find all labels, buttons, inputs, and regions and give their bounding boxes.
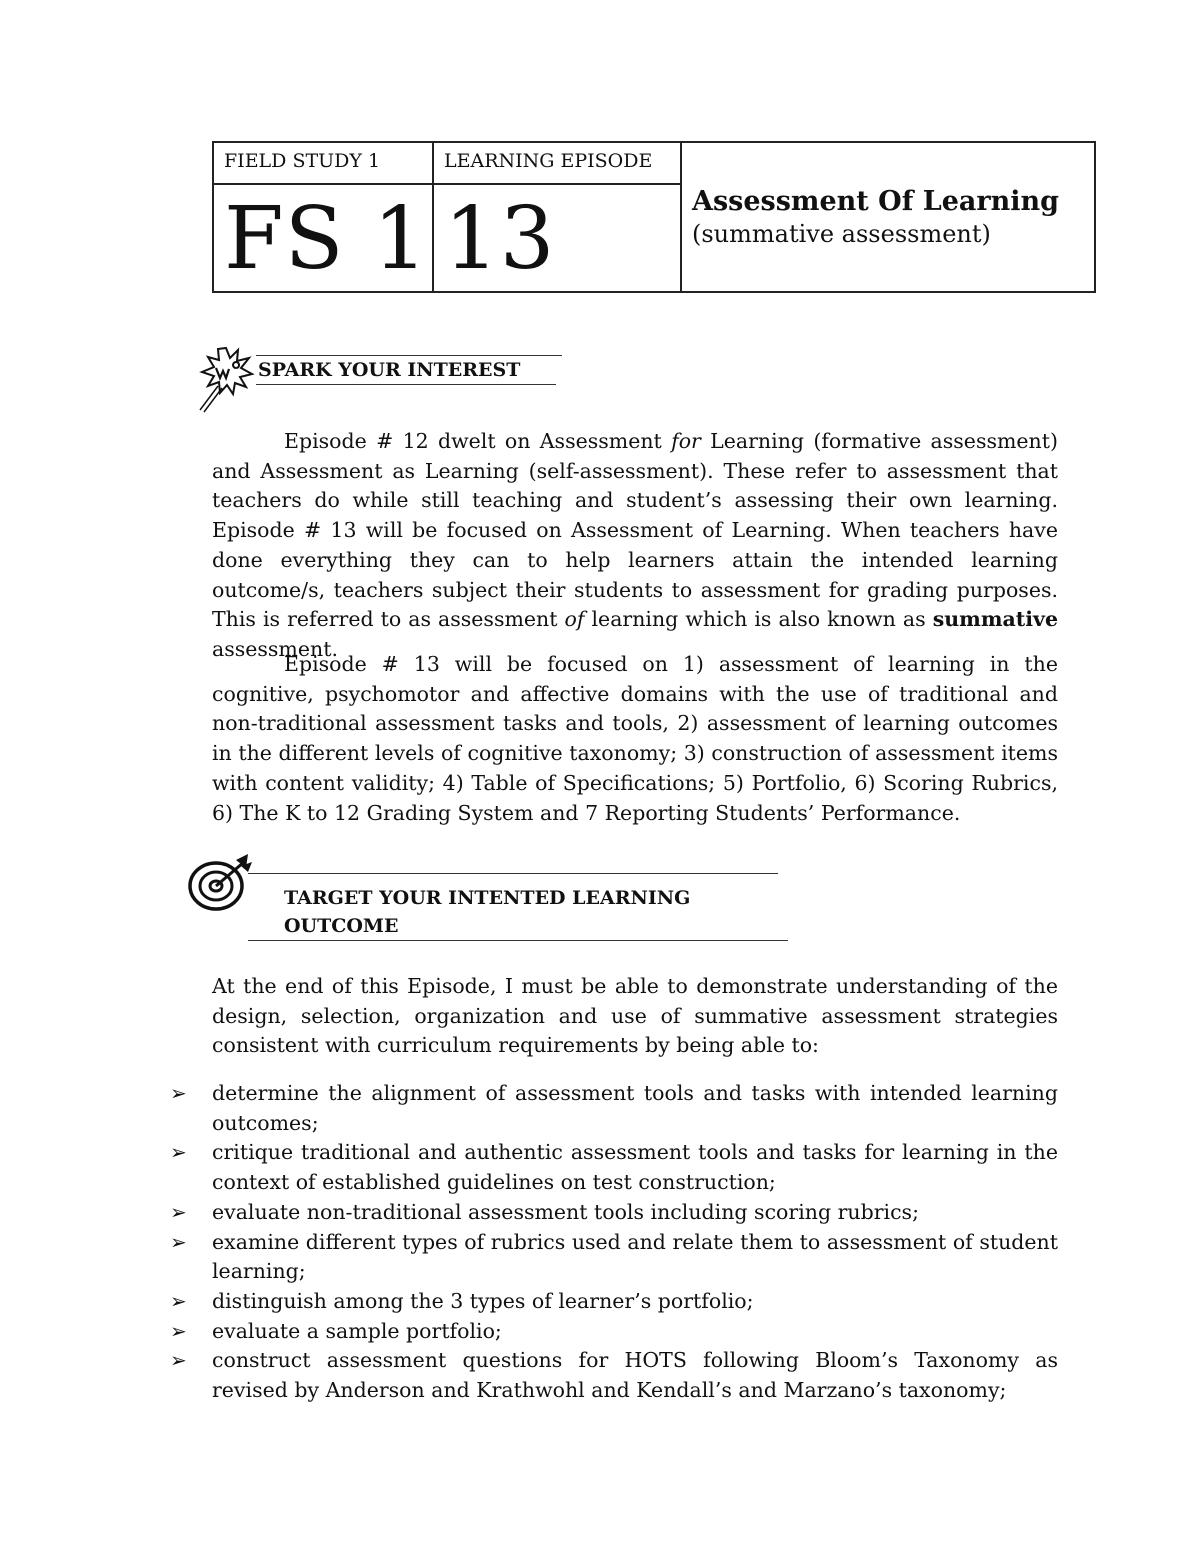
text-run: Learning (formative assessment) and Assessment as Learning (self-assessment). These refer to assessment that teachers do while still teaching and student’s assessing their own learning. Episode # 13 will be focused on Assessment of Learning. When teachers have done everything they can to help learners attain the intended learning outcome/s, teachers subject their students to assessment for grading purposes. This is referred to as assessment <box>212 429 1058 632</box>
list-item-text: distinguish among the 3 types of learner’s portfolio; <box>212 1288 754 1313</box>
arrow-bullet-icon: ➢ <box>170 1081 187 1105</box>
list-item <box>170 1287 1058 1317</box>
arrow-bullet-icon: ➢ <box>170 1229 187 1254</box>
spark-paragraph-2: Episode # 13 will be focused on 1) assessment of learning in the cognitive, psychomotor and affective domains with the use of traditional and non-traditional assessment tasks and tools, 2) assessment of learning outcomes in the different levels of cognitive taxonomy; 3) construction of assessment items with content validity; 4) Table of Specifications; 5) Portfolio, 6) Scoring Rubrics, 6) The K to 12 Grading System and 7 Reporting Students’ Performance. <box>212 652 1058 825</box>
emphasis-for: for <box>671 429 701 453</box>
fs-code: FS 1 <box>213 184 433 292</box>
target-heading-label: TARGET YOUR INTENTED LEARNING OUTCOME <box>284 887 691 937</box>
target-intro-paragraph: At the end of this Episode, I must be able to demonstrate understanding of the design, selection, organization and use of summative assessment strategies consistent with curriculum requirements by being able to: <box>212 974 1058 1058</box>
list-item-text: evaluate a sample portfolio; <box>212 1318 502 1343</box>
episode-header-table <box>212 141 1096 293</box>
list-item-text: examine different types of rubrics used and relate them to assessment of student learning; <box>212 1229 1058 1284</box>
learning-outcomes-list <box>170 1079 1058 1406</box>
episode-title: Assessment Of Learning <box>692 186 1059 217</box>
target-section-heading <box>248 873 788 941</box>
arrow-bullet-icon: ➢ <box>170 1140 187 1165</box>
target-icon <box>186 852 256 914</box>
heading-rule <box>248 873 778 874</box>
list-item <box>170 1346 1058 1405</box>
list-item <box>170 1138 1058 1197</box>
list-item <box>170 1317 1058 1347</box>
list-item-text: critique traditional and authentic assessment tools and tasks for learning in the context of established guidelines on test construction; <box>212 1140 1058 1195</box>
field-study-label: FIELD STUDY 1 <box>213 142 433 184</box>
episode-subtitle: (summative assessment) <box>692 220 991 248</box>
text-run: Episode # 12 dwelt on Assessment <box>284 429 672 453</box>
list-item-text: determine the alignment of assessment tools and tasks with intended learning outcomes; <box>212 1081 1058 1135</box>
list-item-text: evaluate non-traditional assessment tools including scoring rubrics; <box>212 1199 919 1224</box>
text-run: assessment. <box>212 636 338 661</box>
arrow-bullet-icon: ➢ <box>170 1318 187 1343</box>
episode-title-cell <box>681 142 1095 292</box>
heading-rule <box>248 940 788 941</box>
learning-episode-label: LEARNING EPISODE <box>433 142 681 184</box>
spark-section-heading <box>256 355 562 385</box>
spark-paragraph-1 <box>212 427 1058 665</box>
spark-heading-label: SPARK YOUR INTEREST <box>258 359 521 381</box>
emphasis-of: of <box>564 607 585 632</box>
spark-burst-icon <box>196 344 256 414</box>
list-item <box>170 1079 1058 1138</box>
arrow-bullet-icon: ➢ <box>170 1288 187 1313</box>
arrow-bullet-icon: ➢ <box>170 1199 187 1224</box>
list-item <box>170 1198 1058 1228</box>
bold-summative: summative <box>932 607 1059 632</box>
arrow-bullet-icon: ➢ <box>170 1348 187 1373</box>
heading-rule <box>256 384 556 385</box>
text-run: learning which is also known as <box>584 607 933 632</box>
list-item-text: construct assessment questions for HOTS following Bloom’s Taxonomy as revised by Anderson and Krathwohl and Kendall’s and Marzano’s taxonomy; <box>212 1348 1058 1403</box>
episode-number: 13 <box>433 184 681 292</box>
list-item <box>170 1228 1058 1287</box>
